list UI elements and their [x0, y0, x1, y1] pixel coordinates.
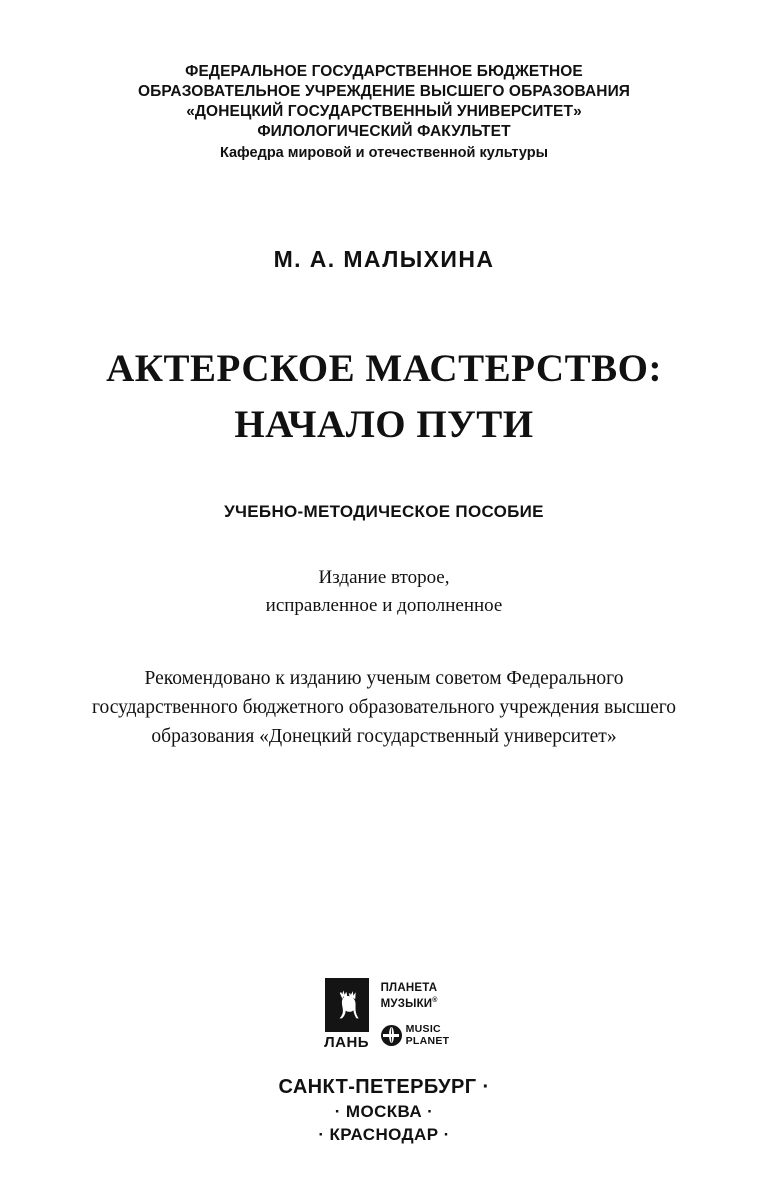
institution-line-2: ОБРАЗОВАТЕЛЬНОЕ УЧРЕЖДЕНИЕ ВЫСШЕГО ОБРАЗОВАНИЯ — [137, 83, 631, 101]
institution-line-4: ФИЛОЛОГИЧЕСКИЙ ФАКУЛЬТЕТ — [257, 123, 511, 141]
planeta-muzyki-logo — [381, 978, 450, 1047]
institution-block — [138, 62, 630, 162]
music-planet-wordmark — [406, 1023, 450, 1047]
page-title-line-2: НАЧАЛО ПУТИ — [234, 402, 534, 446]
music-planet-logo — [381, 1023, 450, 1047]
page-title-line-1: АКТЕРСКОЕ МАСТЕРСТВО: — [106, 347, 662, 391]
city-line-1: САНКТ-ПЕТЕРБУРГ · — [278, 1076, 490, 1098]
city-line-3: · КРАСНОДАР · — [318, 1124, 450, 1144]
page-subtitle: УЧЕБНО-МЕТОДИЧЕСКОЕ ПОСОБИЕ — [224, 502, 544, 522]
registered-mark-icon: ® — [432, 996, 438, 1004]
globe-icon — [381, 1025, 402, 1046]
planeta-line-1: ПЛАНЕТА — [380, 982, 438, 994]
deer-emblem-icon — [325, 978, 369, 1032]
publisher-cities — [278, 1074, 489, 1146]
publisher-logo-row — [319, 978, 450, 1050]
recommendation-note — [74, 665, 694, 752]
planeta-line-2: МУЗЫКИ® — [380, 996, 438, 1010]
edition-line-2: исправленное и дополненное — [265, 594, 503, 616]
author-name: М. А. МАЛЫХИНА — [273, 246, 495, 273]
lan-wordmark: ЛАНЬ — [324, 1034, 370, 1051]
edition-note — [266, 564, 503, 619]
publisher-logo-area — [0, 978, 768, 1146]
recommendation-line-3: образования «Донецкий государственный университет» — [151, 725, 617, 747]
page-title — [106, 341, 662, 452]
music-planet-line-1: MUSIC — [405, 1022, 441, 1035]
edition-line-1: Издание второе, — [318, 567, 450, 589]
recommendation-line-1: Рекомендовано к изданию ученым советом Федерального — [144, 668, 624, 690]
institution-line-1: ФЕДЕРАЛЬНОЕ ГОСУДАРСТВЕННОЕ БЮДЖЕТНОЕ — [185, 63, 583, 80]
lan-publisher-logo — [319, 978, 375, 1050]
city-line-2: · МОСКВА · — [334, 1101, 434, 1121]
recommendation-line-2: государственного бюджетного образовательного учреждения высшего — [91, 697, 677, 719]
music-planet-line-2: PLANET — [405, 1035, 450, 1048]
institution-line-3: «ДОНЕЦКИЙ ГОСУДАРСТВЕННЫЙ УНИВЕРСИТЕТ» — [186, 103, 582, 121]
institution-department: Кафедра мировой и отечественной культуры — [219, 144, 549, 161]
